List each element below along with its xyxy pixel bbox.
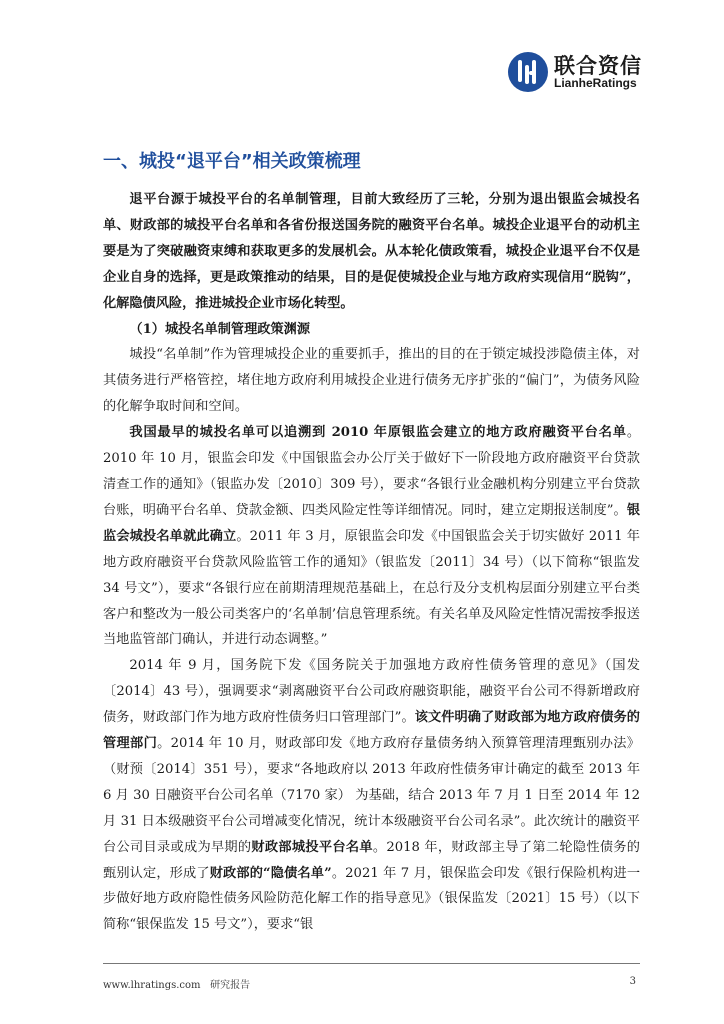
intro-paragraph: 退平台源于城投平台的名单制管理，目前大致经历了三轮，分别为退出银监会城投名单、财政部的城投平台名单和各省份报送国务院的融资平台名单。城投企业退平台的动机主要是为了突破融资束缚和获取更多的发展机会。从本轮化债政策看，城投企业退平台不仅是企业自身的选择，更是政策推动的结果，目的是促使城投企业与地方政府实现信用“脱钩”，化解隐债风险，推进城投企业市场化转型。 bbox=[103, 192, 640, 311]
mof-bold-1: 该文件明确了财政部为地方政府债务的管理部门 bbox=[103, 710, 640, 752]
footer-divider bbox=[103, 963, 640, 964]
footer-site-link[interactable]: www.lhratings.com bbox=[103, 980, 201, 991]
cbrc-paragraph bbox=[103, 420, 640, 653]
lianhe-logo-icon bbox=[508, 52, 548, 92]
mof-text-4: 。2021 年 7 月，银保监会印发《银行保险机构进一步做好地方政府隐性债务风险防范化解工作的指导意见》（银保监发〔2021〕15 号）（以下简称“银保监发 15 号文”），要求“银 bbox=[103, 865, 641, 933]
mof-text-2: 。2014 年 10 月，财政部印发《地方政府存量债务纳入预算管理清理甄别办法》（财预〔2014〕351 号），要求“各地政府以 2013 年政府性债务审计确定的截至 2013 年 6 月 30 日融资平台公司名单（7170 家） 为基础，结合 2013 年 7 月 1 日至 2014 年 12 月 31 日本级融资平台公司增减变化情况，统计本级融资平台公司名录”。此次统计的融资平台公司目录或成为早期的 bbox=[103, 736, 640, 855]
mof-text-3: 。2018 年，财政部主导了第二轮隐性债务的甄别认定，形成了 bbox=[103, 839, 640, 881]
subheading: （1）城投名单制管理政策渊源 bbox=[129, 321, 311, 337]
logo-english-name: LianheRatings bbox=[554, 75, 637, 90]
footer-left bbox=[103, 976, 250, 991]
section-title: 一、城投“退平台”相关政策梳理 bbox=[103, 151, 361, 172]
company-logo bbox=[508, 52, 642, 92]
cbrc-text-1: 。2010 年 10 月，银监会印发《中国银监会办公厅关于做好下一阶段地方政府融资平台贷款清查工作的通知》（银监办发〔2010〕309 号），要求“各银行业金融机构分别建立平台贷款台账，明确平台名单、贷款金额、四类风险定性等详细情况。同时，建立定期报送制度”。 bbox=[103, 425, 640, 518]
mof-bold-3: 财政部的“隐债名单” bbox=[209, 865, 332, 881]
mof-paragraph bbox=[103, 653, 640, 938]
mof-text-1: 2014 年 9 月，国务院下发《国务院关于加强地方政府性债务管理的意见》（国发〔2014〕43 号），强调要求“剥离融资平台公司政府融资职能，融资平台公司不得新增政府债务，财政部门作为地方政府性债务归口管理部门”。 bbox=[103, 658, 640, 726]
document-body bbox=[103, 187, 640, 938]
cbrc-text-2: 。2011 年 3 月，原银监会印发《中国银监会关于切实做好 2011 年地方政府融资平台贷款风险监管工作的通知》（银监发〔2011〕34 号）（以下简称“银监发 34 号文”），要求“各银行应在前期清理规范基础上，在总行及分支机构层面分别建立平台类客户和整改为一般公司类客户的‘名单制’信息管理系统。有关名单及风险定性情况需按季报送当地监管部门确认，并进行动态调整。” bbox=[103, 528, 640, 648]
footer-doc-type: 研究报告 bbox=[210, 980, 251, 991]
cbrc-bold-start: 我国最早的城投名单可以追溯到 2010 年原银监会建立的地方政府融资平台名单 bbox=[129, 425, 627, 441]
logo-chinese-name: 联合资信 bbox=[554, 53, 642, 78]
namelist-paragraph: 城投“名单制”作为管理城投企业的重要抓手，推出的目的在于锁定城投涉隐债主体，对其债务进行严格管控，堵住地方政府利用城投企业进行债务无序扩张的“偏门”，为债务风险的化解争取时间和空间。 bbox=[103, 347, 640, 415]
mof-bold-2: 财政部城投平台名单 bbox=[251, 839, 373, 855]
page-number: 3 bbox=[629, 976, 636, 987]
cbrc-bold-mid: 银监会城投名单就此确立 bbox=[103, 502, 640, 544]
